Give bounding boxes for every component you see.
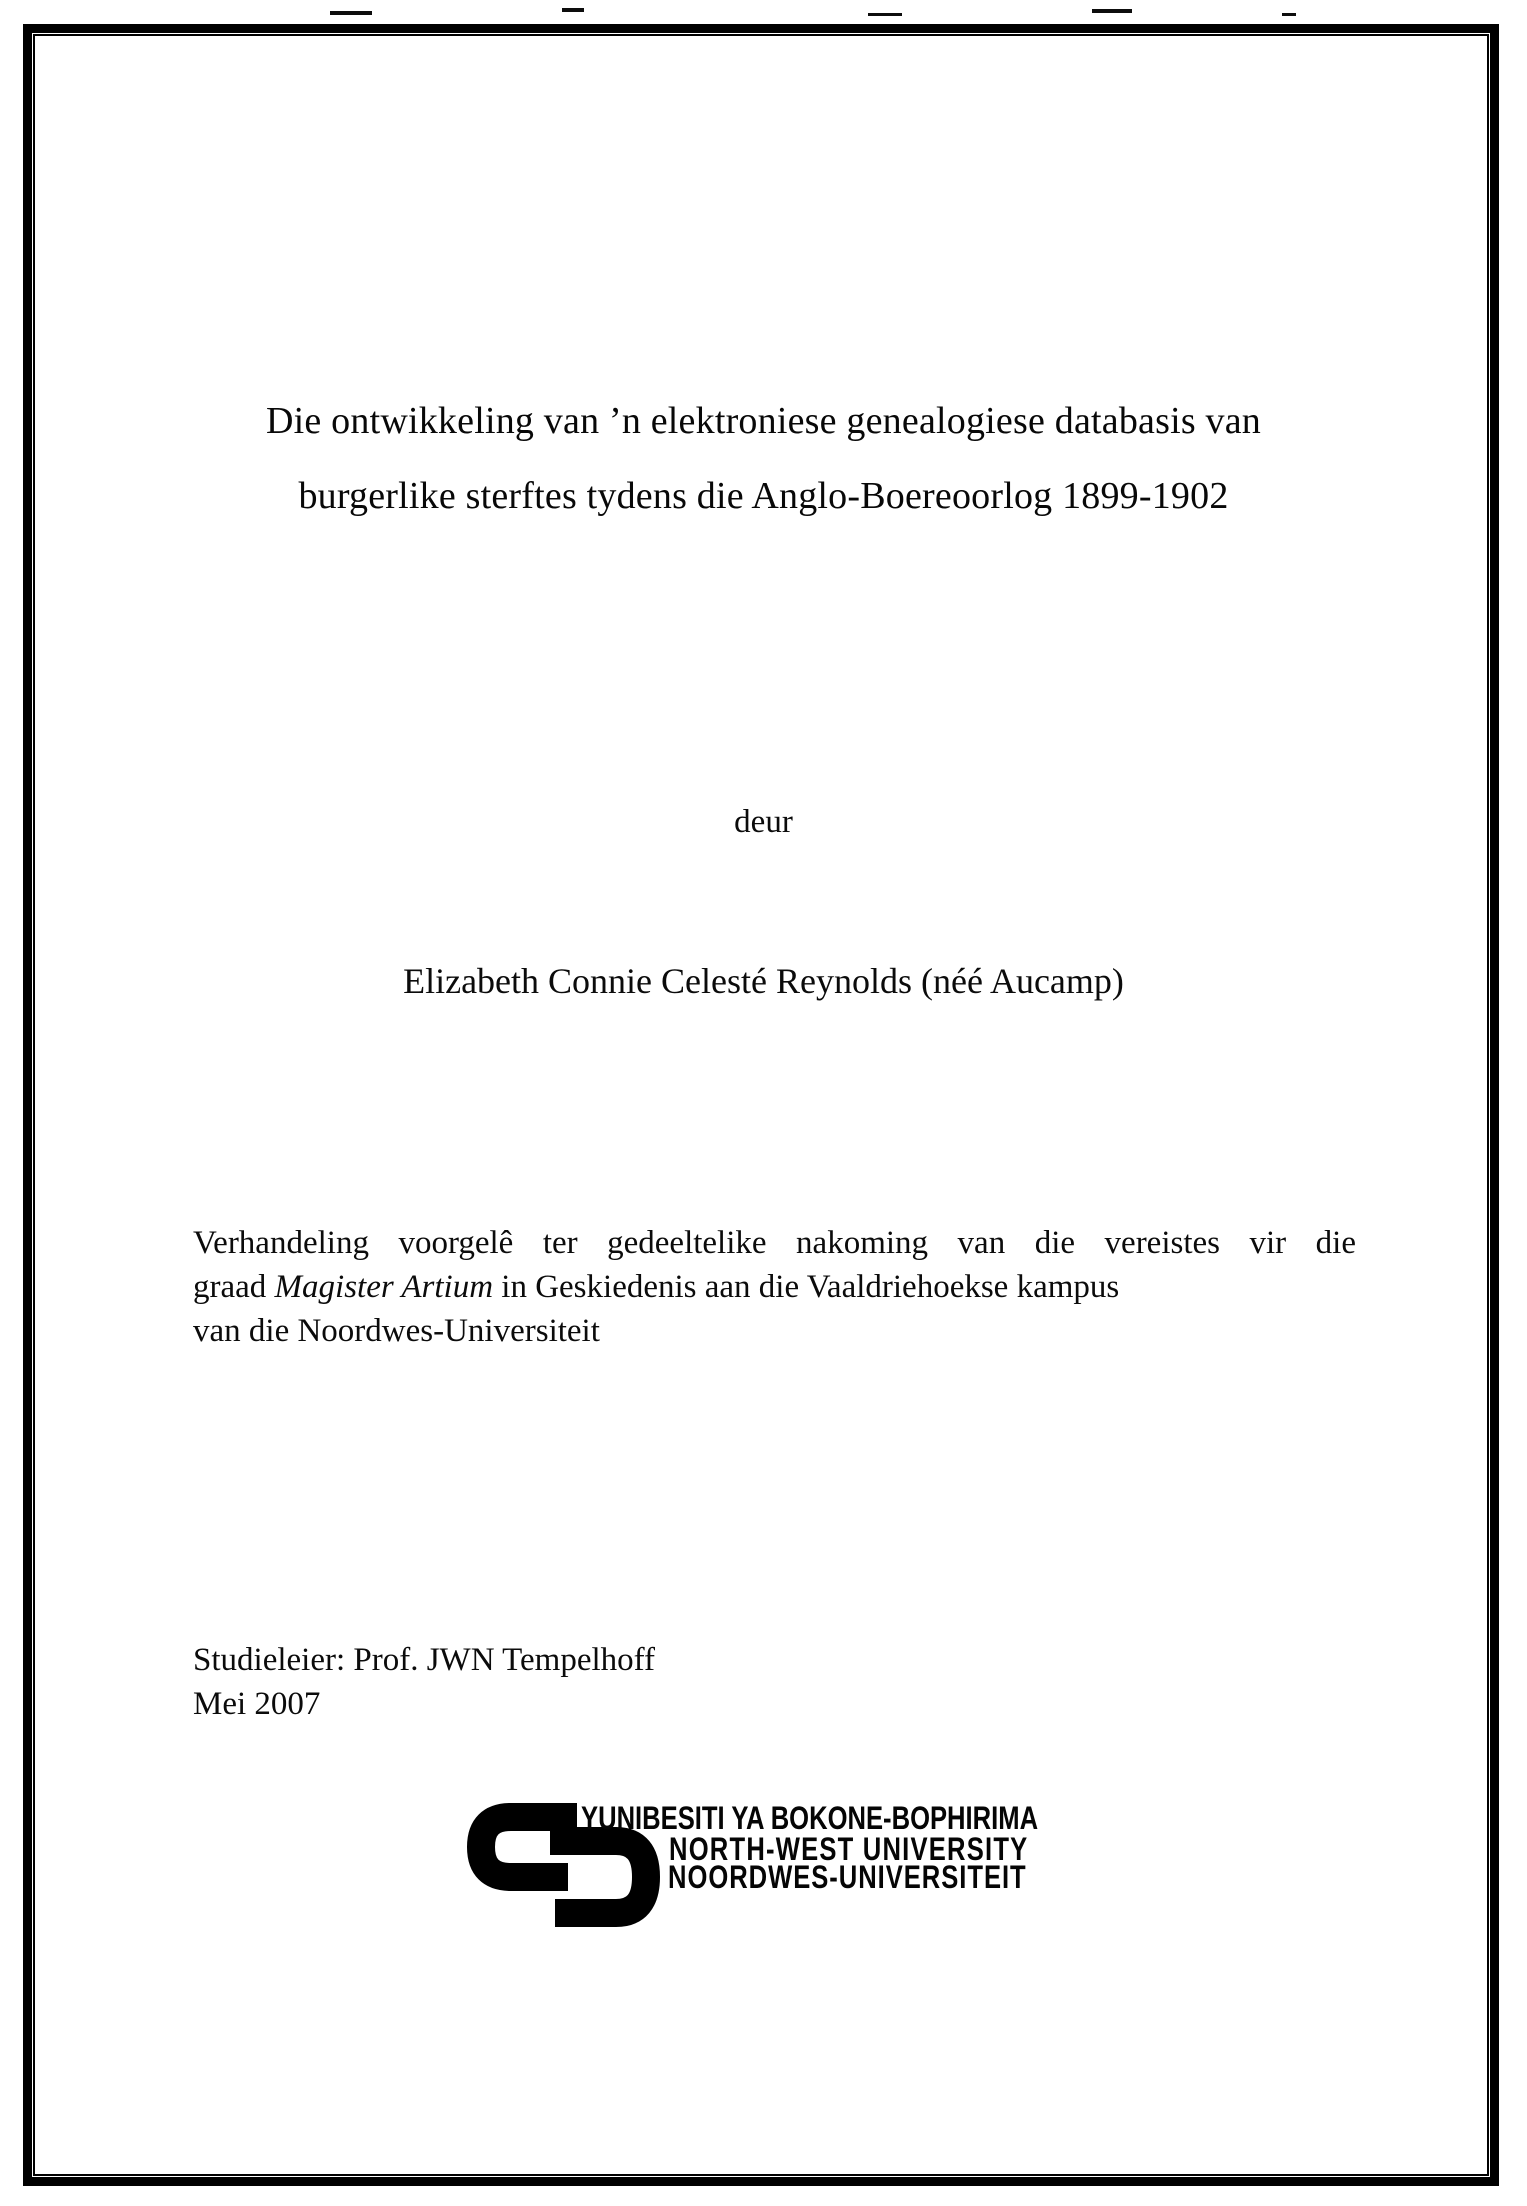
logo-text-english: NORTH-WEST UNIVERSITY [669,1831,1029,1867]
scan-speck [1282,13,1296,16]
supervisor-block [193,1638,655,1726]
thesis-title-line2: burgerlike sterftes tydens die Anglo-Boereoorlog 1899-1902 [298,475,1229,517]
thesis-title [110,384,1417,534]
degree-statement-line1: Verhandeling voorgelê ter gedeeltelike nakoming van die vereistes vir die [193,1225,1356,1261]
university-logo [467,1800,1107,1938]
logo-text-afrikaans: NOORDWES-UNIVERSITEIT [668,1859,1027,1895]
degree-statement-line3: van die Noordwes-Universiteit [193,1313,600,1349]
scan-speck [868,13,902,16]
author-name: Elizabeth Connie Celesté Reynolds (néé Aucamp) [403,961,1124,1001]
degree-statement-line2 [193,1265,1356,1309]
scan-speck [1092,9,1132,13]
degree-name-italic: Magister Artium [274,1269,494,1305]
logo-text-setswana: YUNIBESITI YA BOKONE-BOPHIRIMA [581,1800,1039,1836]
scan-speck [562,8,584,12]
degree-statement-line2-prefix: graad [193,1269,267,1305]
degree-statement [193,1221,1356,1353]
thesis-title-line1: Die ontwikkeling van ’n elektroniese genealogiese databasis van [266,400,1261,442]
supervisor-line: Studieleier: Prof. JWN Tempelhoff [193,1642,656,1678]
degree-statement-line2-suffix: in Geskiedenis aan die Vaaldriehoekse kampus [501,1269,1120,1305]
date-line: Mei 2007 [193,1686,321,1722]
scan-speck [330,11,372,15]
byline-label: deur [734,804,793,840]
